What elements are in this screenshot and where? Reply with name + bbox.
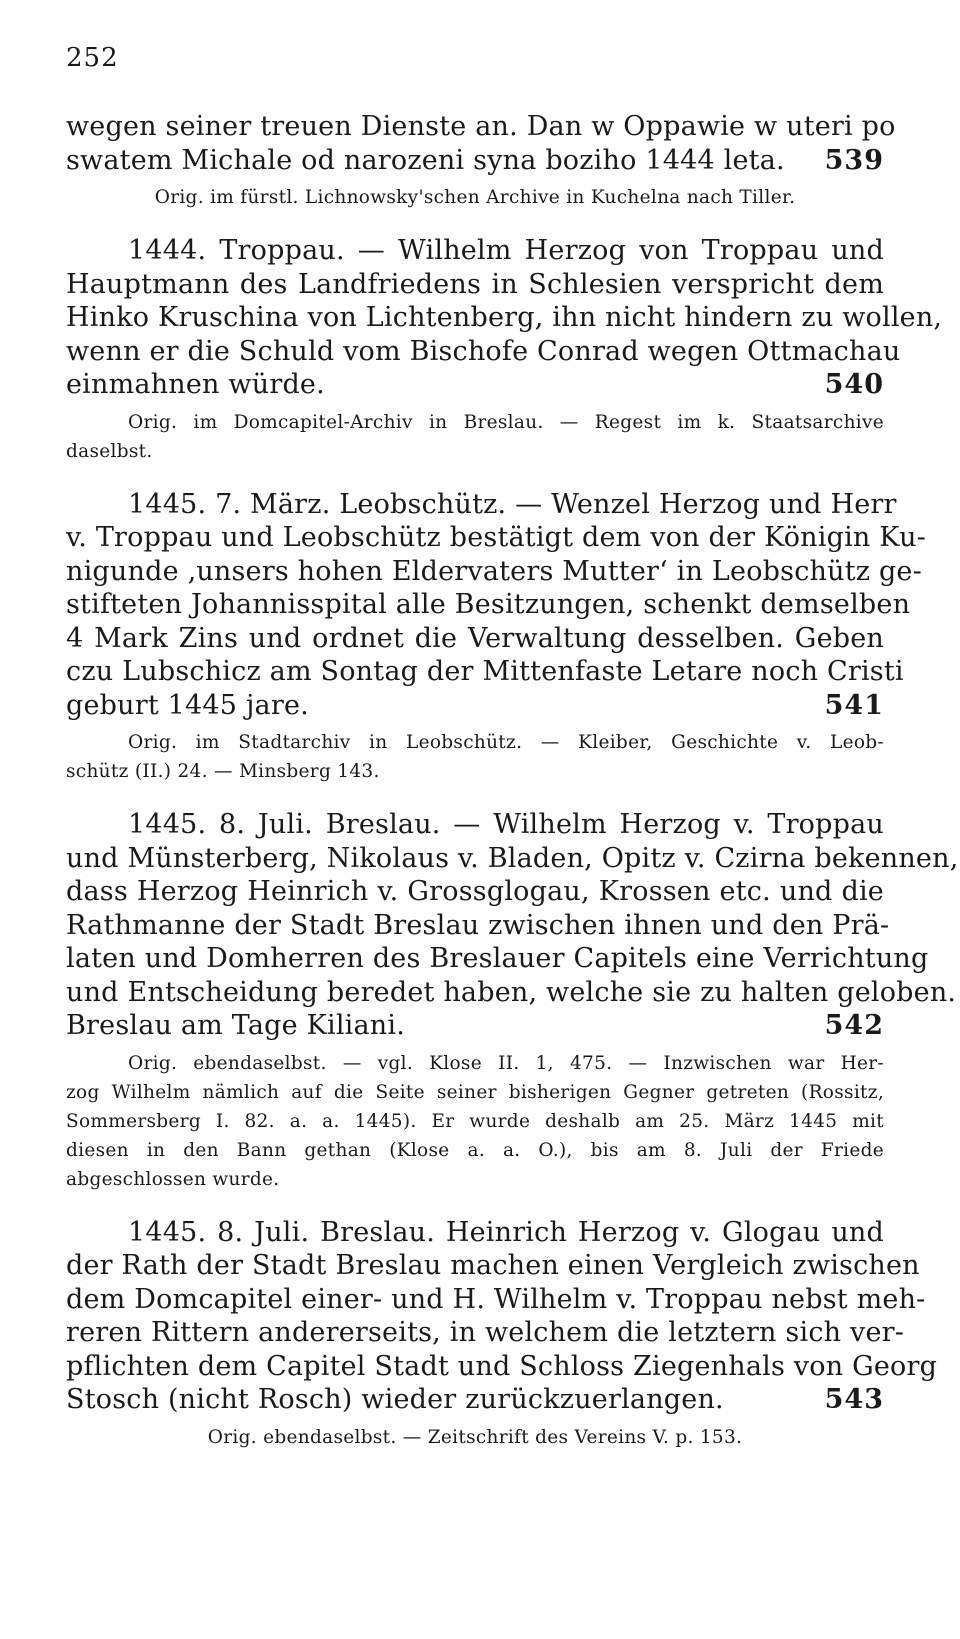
entry-text-line: 1445. 8. Juli. Breslau. Heinrich Herzog v. Glogau und <box>128 1216 884 1248</box>
entry-text-line: czu Lubschicz am Sontag der Mittenfaste Letare noch Cristi <box>66 656 904 687</box>
entry-text-line: Breslau am Tage Kiliani. <box>66 1010 406 1041</box>
regest-entry <box>66 1216 938 1452</box>
entry-text-line: Rathmanne der Stadt Breslau zwischen ihnen und den Prä- <box>66 909 890 941</box>
entry-text-line: swatem Michale od narozeni syna boziho 1444 leta. <box>66 144 785 176</box>
regest-entry <box>66 808 959 1194</box>
entry-text-line: Hauptmann des Landfriedens in Schlesien verspricht dem <box>66 268 884 300</box>
entry-text-line: 4 Mark Zins und ordnet die Verwaltung desselben. Geben <box>66 622 884 654</box>
entry-text-line: laten und Domherren des Breslauer Capitels eine Verrichtung <box>66 943 929 974</box>
source-note-line: daselbst. <box>66 440 153 462</box>
regest-number: 539 <box>824 144 884 176</box>
source-notes <box>66 183 884 212</box>
source-notes <box>66 408 884 466</box>
entry-text-line: Stosch (nicht Rosch) wieder zurückzuerlangen. <box>66 1384 724 1415</box>
source-note-line: Orig. im Stadtarchiv in Leobschütz. — Kleiber, Geschichte v. Leob- <box>128 732 884 753</box>
source-notes <box>66 1049 884 1194</box>
source-note-line: Orig. im fürstl. Lichnowsky'schen Archive in Kuchelna nach Tiller. <box>154 187 796 208</box>
regest-number: 540 <box>824 369 884 400</box>
entry-text-line: 1444. Troppau. — Wilhelm Herzog von Troppau und <box>128 235 884 266</box>
page-number: 252 <box>66 43 119 73</box>
regest-entry <box>66 110 896 212</box>
source-note-line: Orig. ebendaselbst. — vgl. Klose II. 1, 475. — Inzwischen war Her- <box>128 1052 884 1074</box>
regest-entry <box>66 488 926 787</box>
entry-text-line: Hinko Kruschina von Lichtenberg, ihn nicht hindern zu wollen, <box>66 302 943 333</box>
entry-text-line: reren Rittern andererseits, in welchem die letztern sich ver- <box>66 1317 905 1348</box>
entry-text-line: der Rath der Stadt Breslau machen einen Vergleich zwischen <box>66 1250 920 1281</box>
source-notes <box>66 1423 884 1452</box>
entry-text-line: pflichten dem Capitel Stadt und Schloss Ziegenhals von Georg <box>66 1350 938 1382</box>
document-page <box>66 40 959 1474</box>
source-note-line: Orig. im Domcapitel-Archiv in Breslau. — Regest im k. Staatsarchive <box>128 411 884 433</box>
entries-list <box>66 110 959 1452</box>
entry-text-line: geburt 1445 jare. <box>66 689 309 721</box>
entry-text-line: und Entscheidung beredet haben, welche sie zu halten geloben. <box>66 976 957 1008</box>
regest-entry <box>66 234 943 466</box>
source-note-line: abgeschlossen wurde. <box>66 1168 280 1190</box>
source-note-line: schütz (II.) 24. — Minsberg 143. <box>66 761 380 782</box>
regest-number: 543 <box>824 1384 884 1415</box>
source-note-line: Orig. ebendaselbst. — Zeitschrift des Vereins V. p. 153. <box>207 1426 743 1448</box>
entry-text-line: dass Herzog Heinrich v. Grossglogau, Krossen etc. und die <box>66 876 884 907</box>
entry-text-line: und Münsterberg, Nikolaus v. Bladen, Opitz v. Czirna bekennen, <box>66 842 959 874</box>
entry-text-last-line <box>66 1383 884 1417</box>
regest-number: 541 <box>824 689 884 721</box>
entry-text-line: 1445. 8. Juli. Breslau. — Wilhelm Herzog v. Troppau <box>128 809 884 840</box>
source-note-line: zog Wilhelm nämlich auf die Seite seiner bisherigen Gegner getreten (Rossitz, <box>66 1081 884 1103</box>
source-notes <box>66 728 884 786</box>
entry-text-line: 1445. 7. März. Leobschütz. — Wenzel Herzog und Herr <box>128 488 897 520</box>
entry-text-last-line <box>66 368 884 402</box>
entry-text-line: dem Domcapitel einer- und H. Wilhelm v. Troppau nebst meh- <box>66 1283 926 1315</box>
source-note-line: Sommersberg I. 82. a. a. 1445). Er wurde deshalb am 25. März 1445 mit <box>66 1110 884 1132</box>
entry-text-line: wegen seiner treuen Dienste an. Dan w Oppawie w uteri po <box>66 111 896 142</box>
entry-text-last-line <box>66 689 884 723</box>
entry-text-line: stifteten Johannisspital alle Besitzungen, schenkt demselben <box>66 589 911 620</box>
source-note-line: diesen in den Bann gethan (Klose a. a. O.), bis am 8. Juli der Friede <box>66 1139 884 1161</box>
entry-text-line: v. Troppau und Leobschütz bestätigt dem von der Königin Ku- <box>66 522 926 553</box>
entry-text-last-line <box>66 1009 884 1043</box>
entry-text-last-line <box>66 144 884 178</box>
regest-number: 542 <box>824 1010 884 1041</box>
entry-text-line: wenn er die Schuld vom Bischofe Conrad wegen Ottmachau <box>66 335 901 367</box>
entry-text-line: einmahnen würde. <box>66 369 325 400</box>
entry-text-line: nigunde ‚unsers hohen Eldervaters Mutter‘ in Leobschütz ge- <box>66 555 922 587</box>
